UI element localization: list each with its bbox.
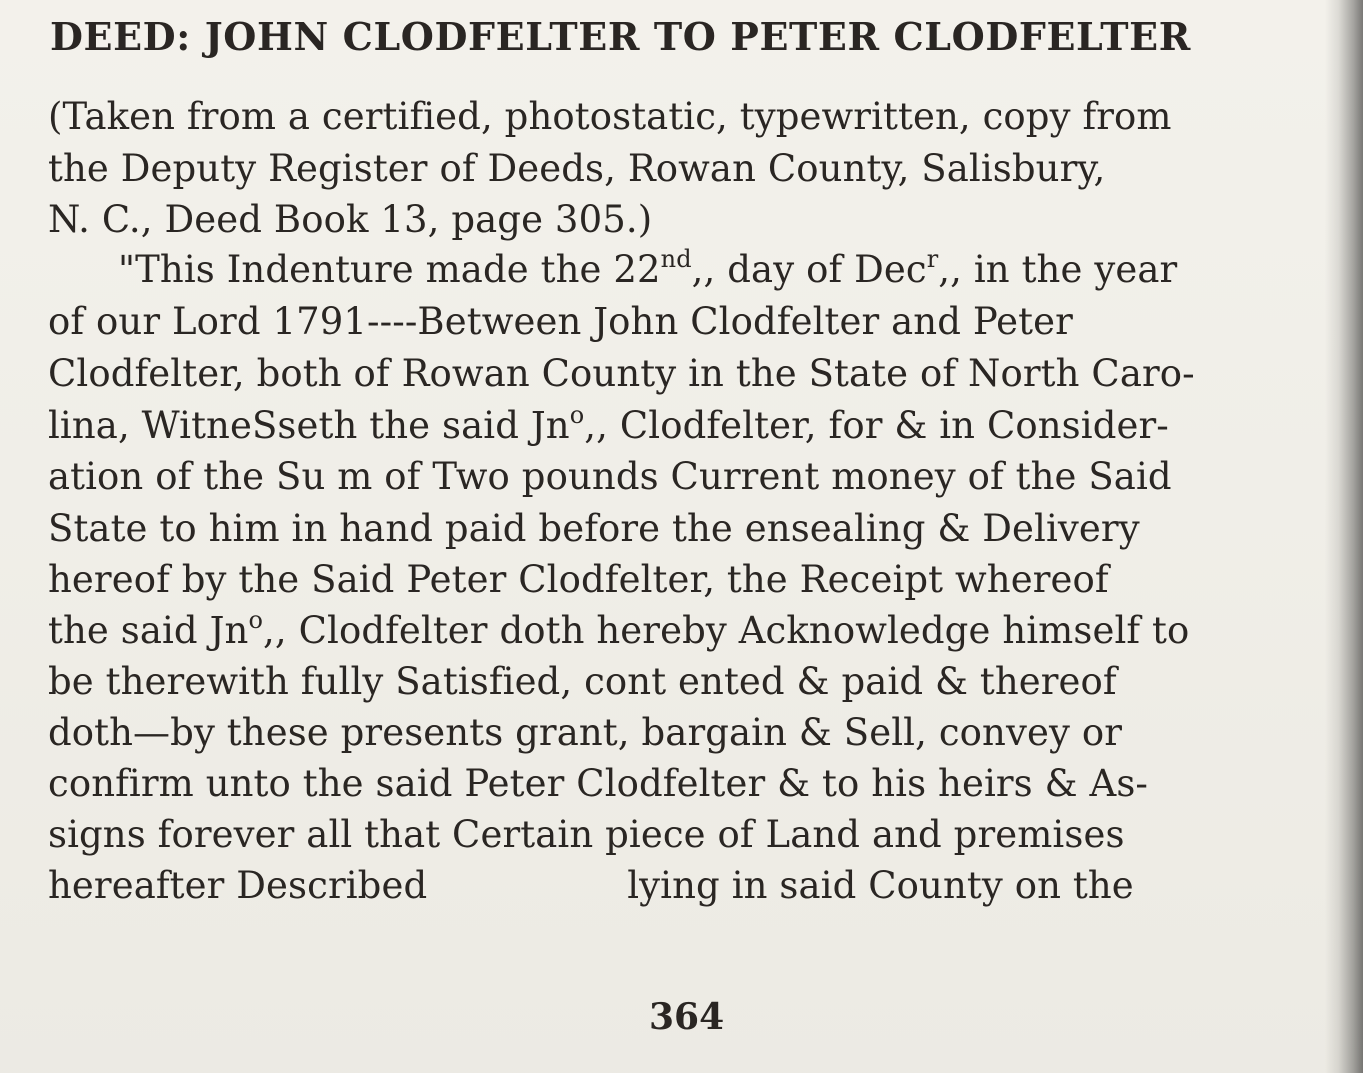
body-line-9: be therewith fully Satisfied, cont ented & paid & thereof	[48, 660, 1117, 703]
body-line-11: confirm unto the said Peter Clodfelter & to his heirs & As-	[48, 762, 1149, 805]
body-line-3: Clodfelter, both of Rowan County in the State of North Caro-	[48, 352, 1195, 395]
body-line-1-part-1: "This Indenture made the 22	[118, 248, 661, 291]
body-line-1-part-3: ,, in the year	[938, 248, 1178, 291]
body-line-8-part-1: the said Jn	[48, 609, 249, 652]
body-line-5: ation of the Su m of Two pounds Current money of the Said	[48, 455, 1172, 498]
body-line-12: signs forever all that Certain piece of Land and premises	[48, 813, 1125, 856]
source-note-line-2: the Deputy Register of Deeds, Rowan County, Salisbury,	[48, 147, 1106, 190]
body-line-10: doth—by these presents grant, bargain & Sell, convey or	[48, 711, 1122, 754]
body-line-8	[48, 606, 1190, 652]
body-line-4-part-2: ,, Clodfelter, for & in Consider-	[584, 404, 1169, 447]
body-line-4	[48, 401, 1169, 447]
body-line-6: State to him in hand paid before the ensealing & Delivery	[48, 507, 1140, 550]
ordinal-superscript: nd	[660, 245, 692, 273]
body-line-8-part-2: ,, Clodfelter doth hereby Acknowledge himself to	[263, 609, 1190, 652]
abbreviation-superscript: r	[926, 245, 939, 273]
source-note-line-3: N. C., Deed Book 13, page 305.)	[48, 198, 653, 241]
body-line-2: of our Lord 1791----Between John Clodfelter and Peter	[48, 300, 1073, 343]
abbreviation-superscript: o	[248, 606, 264, 634]
page-number: 364	[649, 996, 725, 1038]
body-line-13-part-1: hereafter Described	[48, 864, 428, 907]
body-line-1-part-2: ,, day of Dec	[691, 248, 927, 291]
body-line-13	[48, 864, 1134, 907]
page-title: DEED: JOHN CLODFELTER TO PETER CLODFELTER	[50, 14, 1191, 59]
body-line-4-part-1: lina, WitneSseth the said Jn	[48, 404, 570, 447]
body-line-7: hereof by the Said Peter Clodfelter, the Receipt whereof	[48, 558, 1109, 601]
abbreviation-superscript: o	[569, 401, 585, 429]
body-line-1	[118, 245, 1178, 291]
source-note-line-1: (Taken from a certified, photostatic, typewritten, copy from	[48, 95, 1172, 138]
body-line-13-part-2: lying in said County on the	[627, 864, 1134, 907]
